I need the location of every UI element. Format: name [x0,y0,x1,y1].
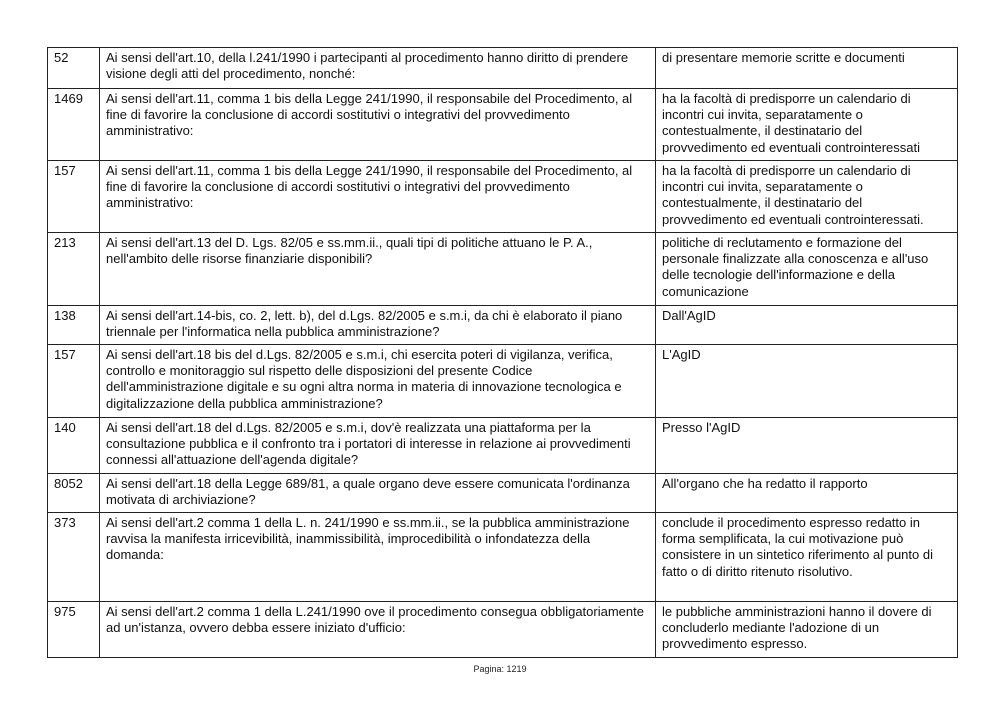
answer-text: Presso l'AgID [656,418,958,474]
page-number: Pagina: 1219 [473,664,527,674]
question-text: Ai sensi dell'art.2 comma 1 della L. n. 241/1990 e ss.mm.ii., se la pubblica amministrazione ravvisa la manifesta irricevibilità, inammissibilità, improcedibilità o infondatezza della domanda: [100,513,656,602]
question-id: 157 [48,161,100,233]
table-row [48,89,958,161]
table-row [48,474,958,513]
question-id: 52 [48,48,100,89]
answer-text: conclude il procedimento espresso redatto in forma semplificata, la cui motivazione può consistere in un sintetico riferimento al punto di fatto o di diritto ritenuto risolutivo. [656,513,958,602]
table-row [48,161,958,233]
question-text: Ai sensi dell'art.11, comma 1 bis della Legge 241/1990, il responsabile del Procedimento, al fine di favorire la conclusione di accordi sostitutivi o integrativi del provvedimento amministrativo: [100,161,656,233]
table-row [48,233,958,306]
answer-text: ha la facoltà di predisporre un calendario di incontri cui invita, separatamente o contestualmente, il destinatario del provvedimento ed eventuali controinteressati [656,89,958,161]
answer-text: Dall'AgID [656,306,958,345]
question-text: Ai sensi dell'art.11, comma 1 bis della Legge 241/1990, il responsabile del Procedimento, al fine di favorire la conclusione di accordi sostitutivi o integrativi del provvedimento amministrativo: [100,89,656,161]
question-id: 8052 [48,474,100,513]
answer-text: L'AgID [656,345,958,418]
table-row [48,345,958,418]
answer-text: di presentare memorie scritte e documenti [656,48,958,89]
qa-table [47,47,958,658]
table-row [48,418,958,474]
question-text: Ai sensi dell'art.18 del d.Lgs. 82/2005 e s.m.i, dov'è realizzata una piattaforma per la consultazione pubblica e il confronto tra i portatori di interesse in relazione ai provvedimenti connessi all'attuazione dell'agenda digitale? [100,418,656,474]
answer-text: All'organo che ha redatto il rapporto [656,474,958,513]
question-id: 157 [48,345,100,418]
question-text: Ai sensi dell'art.18 della Legge 689/81, a quale organo deve essere comunicata l'ordinanza motivata di archiviazione? [100,474,656,513]
question-id: 1469 [48,89,100,161]
question-id: 373 [48,513,100,602]
answer-text: ha la facoltà di predisporre un calendario di incontri cui invita, separatamente o contestualmente, il destinatario del provvedimento ed eventuali controinteressati. [656,161,958,233]
question-text: Ai sensi dell'art.2 comma 1 della L.241/1990 ove il procedimento consegua obbligatoriamente ad un'istanza, ovvero debba essere iniziato d'ufficio: [100,602,656,658]
table-row [48,48,958,89]
question-id: 213 [48,233,100,306]
question-text: Ai sensi dell'art.18 bis del d.Lgs. 82/2005 e s.m.i, chi esercita poteri di vigilanza, verifica, controllo e monitoraggio sul rispetto delle disposizioni del presente Codice dell'amministrazione digitale e su ogni altra norma in materia di innovazione tecnologica e digitalizzazione della pubblica amministrazione? [100,345,656,418]
question-text: Ai sensi dell'art.13 del D. Lgs. 82/05 e ss.mm.ii., quali tipi di politiche attuano le P. A., nell'ambito delle risorse finanziarie disponibili? [100,233,656,306]
answer-text: le pubbliche amministrazioni hanno il dovere di concluderlo mediante l'adozione di un provvedimento espresso. [656,602,958,658]
answer-text: politiche di reclutamento e formazione del personale finalizzate alla conoscenza e all'uso delle tecnologie dell'informazione e della comunicazione [656,233,958,306]
question-text: Ai sensi dell'art.10, della l.241/1990 i partecipanti al procedimento hanno diritto di prendere visione degli atti del procedimento, nonché: [100,48,656,89]
table-row [48,602,958,658]
question-text: Ai sensi dell'art.14-bis, co. 2, lett. b), del d.Lgs. 82/2005 e s.m.i, da chi è elaborato il piano triennale per l'informatica nella pubblica amministrazione? [100,306,656,345]
table-row [48,513,958,602]
question-id: 140 [48,418,100,474]
question-id: 975 [48,602,100,658]
question-id: 138 [48,306,100,345]
table-row [48,306,958,345]
